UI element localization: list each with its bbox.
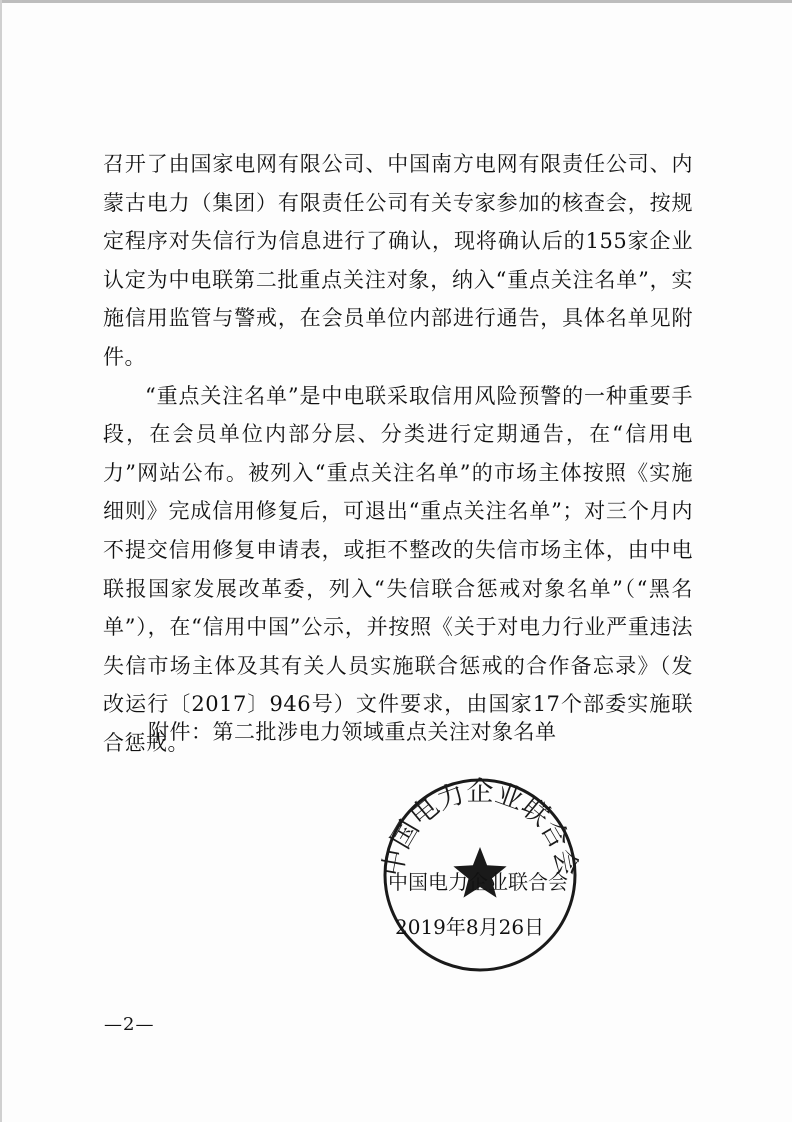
scan-edge-top: [0, 0, 792, 3]
signature-organization: 中国电力企业联合会: [388, 870, 568, 894]
paragraph-2: “重点关注名单”是中电联采取信用风险预警的一种重要手段，在会员单位内部分层、分类进行定期通告，在“信用电力”网站公布。被列入“重点关注名单”的市场主体按照《实施细则》完成信用修复后，可退出“重点关注名单”；对三个月内不提交信用修复申请表，或拒不整改的失信市场主体，由中电联报国家发展改革委，列入“失信联合惩戒对象名单”（“黑名单”），在“信用中国”公示，并按照《关于对电力行业严重违法失信市场主体及其有关人员实施联合惩戒的合作备忘录》（发改运行〔2017〕946号）文件要求，由国家17个部委实施联合惩戒。: [103, 383, 693, 755]
attachment-line: 附件：第二批涉电力领域重点关注对象名单: [148, 720, 557, 744]
paragraph-1: 召开了由国家电网有限公司、中国南方电网有限责任公司、内蒙古电力（集团）有限责任公司有关专家参加的核查会，按规定程序对失信行为信息进行了确认，现将确认后的155家企业认定为中电联第二批重点关注对象，纳入“重点关注名单”，实施信用监管与警戒，在会员单位内部进行通告，具体名单见附件。: [103, 152, 693, 369]
seal-arc-text: 中国电力企业联合会: [377, 776, 583, 879]
scan-edge-left: [0, 0, 2, 1122]
page-number: —2—: [104, 1014, 155, 1035]
signature-date: 2019年8月26日: [395, 915, 545, 939]
body-text: [103, 145, 693, 763]
